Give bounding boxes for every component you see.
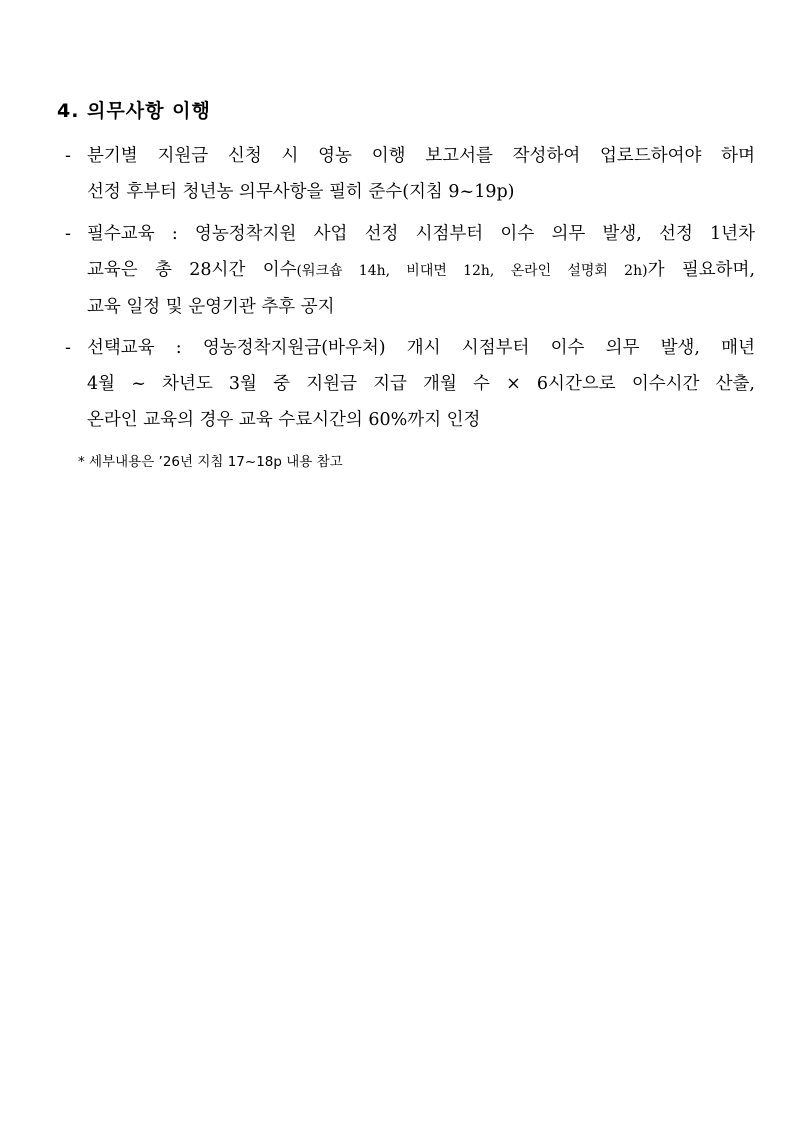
item-line: 선정 후부터 청년농 의무사항을 필히 준수(지침 9~19p) [87, 182, 515, 202]
section-heading: 4. 의무사항 이행 [57, 100, 211, 122]
item-line: 4월 ~ 차년도 3월 중 지원금 지급 개월 수 × 6시간으로 이수시간 산출, [87, 374, 755, 394]
footnote: * 세부내용은 ’26년 지침 17~18p 내용 참고 [78, 454, 343, 470]
item-line-detail: (워크숍 14h, 비대면 12h, 온라인 설명회 2h) [296, 263, 648, 279]
bullet-dash: - [65, 146, 71, 166]
item-line-mixed [87, 252, 755, 289]
item-line: 선택교육 : 영농정착지원금(바우처) 개시 시점부터 이수 의무 발생, 매년 [87, 338, 755, 358]
obligation-item-report [65, 138, 755, 210]
item-line: 교육 일정 및 운영기관 추후 공지 [87, 297, 335, 317]
item-line-tail: 가 필요하며, [647, 260, 756, 280]
bullet-dash: - [65, 224, 71, 244]
item-line-lead: 교육은 총 28시간 이수 [87, 260, 297, 280]
obligation-item-optional-education [65, 330, 755, 438]
item-line: 필수교육 : 영농정착지원 사업 선정 시점부터 이수 의무 발생, 선정 1년차 [87, 224, 755, 244]
obligation-item-required-education [65, 216, 755, 325]
item-line: 분기별 지원금 신청 시 영농 이행 보고서를 작성하여 업로드하여야 하며 [87, 146, 755, 166]
item-line: 온라인 교육의 경우 교육 수료시간의 60%까지 인정 [87, 410, 481, 430]
bullet-dash: - [65, 338, 71, 358]
